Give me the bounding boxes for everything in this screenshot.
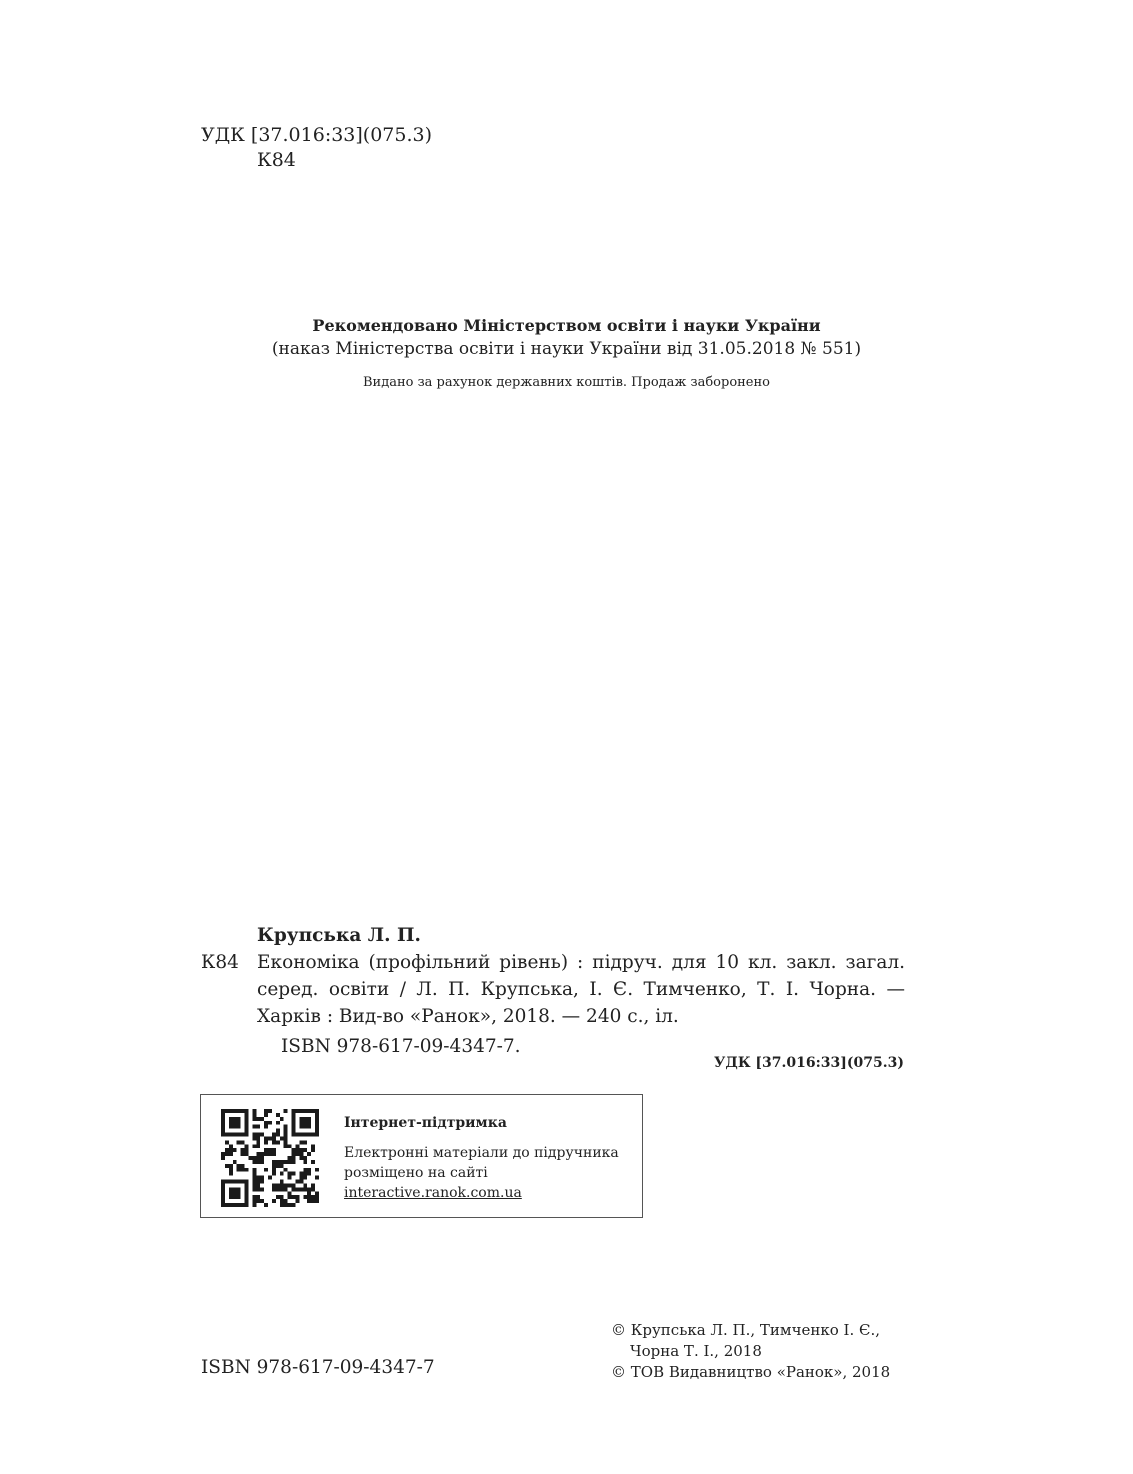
copyright-block <box>611 1320 890 1383</box>
udk-code: УДК [37.016:33](075.3) <box>201 124 433 146</box>
internet-support-box <box>200 1094 643 1218</box>
support-link[interactable]: interactive.ranok.com.ua <box>344 1185 522 1201</box>
bib-entry <box>201 949 905 1030</box>
bib-description: Економіка (профільний рівень) : підруч. для 10 кл. закл. загал. серед. освіти / Л. П. Крупська, І. Є. Тимченко, Т. І. Чорна. — Харків : Вид-во «Ранок», 2018. — 240 с., іл. <box>257 952 905 1027</box>
bibliographic-record <box>201 922 905 1060</box>
copyright-line-3: © ТОВ Видавництво «Ранок», 2018 <box>611 1363 891 1381</box>
bib-author: Крупська Л. П. <box>257 925 421 946</box>
support-line-1: Електронні матеріали до підручника <box>344 1145 619 1161</box>
copyright-line-2: Чорна Т. І., 2018 <box>630 1342 762 1360</box>
bib-udk: УДК [37.016:33](075.3) <box>714 1055 904 1071</box>
copyright-line-1: © Крупська Л. П., Тимченко І. Є., <box>611 1321 881 1339</box>
qr-code-icon <box>221 1109 319 1207</box>
bib-isbn: ISBN 978-617-09-4347-7. <box>281 1036 521 1057</box>
sale-notice: Видано за рахунок державних коштів. Продаж заборонено <box>362 375 770 390</box>
support-text <box>344 1143 619 1203</box>
ministry-recommendation: Рекомендовано Міністерством освіти і науки України <box>312 316 821 335</box>
author-mark: К84 <box>257 149 296 171</box>
isbn: ISBN 978-617-09-4347-7 <box>201 1357 435 1378</box>
ministry-order: (наказ Міністерства освіти і науки України від 31.05.2018 № 551) <box>271 339 862 359</box>
support-title: Інтернет-підтримка <box>344 1115 507 1131</box>
support-line-2: розміщено на сайті <box>344 1165 488 1181</box>
bib-code: К84 <box>201 952 239 973</box>
